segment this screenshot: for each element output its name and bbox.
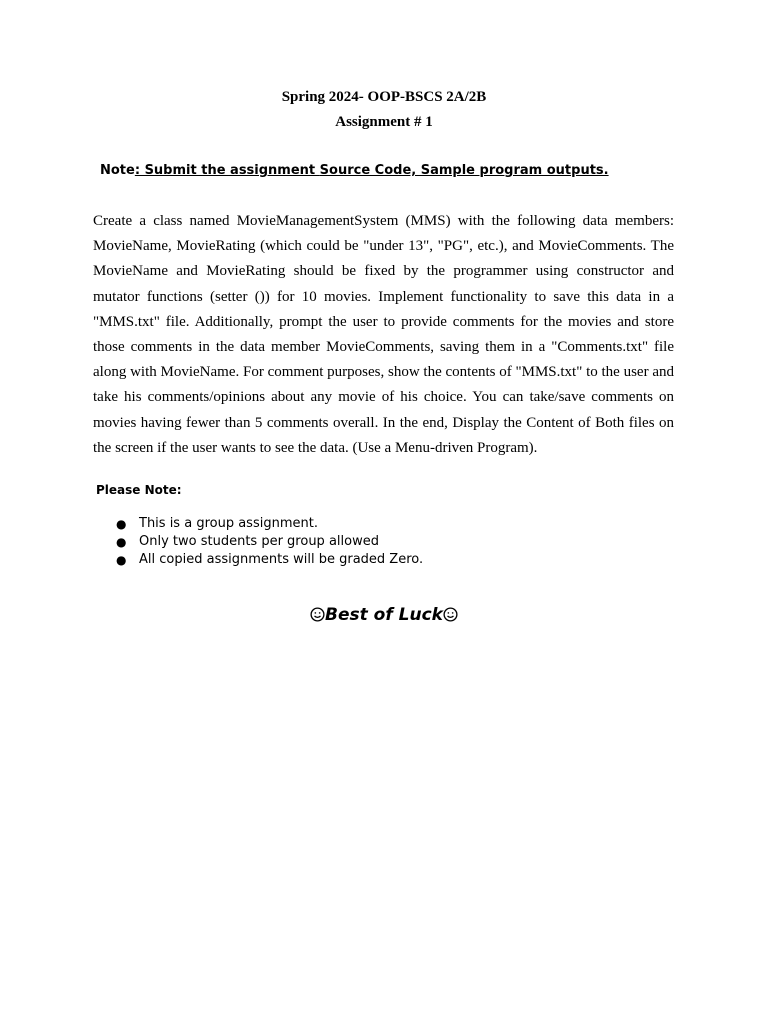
submission-note bbox=[100, 162, 609, 179]
list-item-text: This is a group assignment. bbox=[139, 516, 318, 531]
assignment-title: Assignment # 1 bbox=[335, 114, 433, 130]
list-item bbox=[0, 515, 423, 533]
bullet-icon: ● bbox=[116, 553, 127, 567]
please-note-list bbox=[0, 515, 423, 569]
list-item-text: Only two students per group allowed bbox=[139, 534, 379, 549]
assignment-description: Create a class named MovieManagementSystem (MMS) with the following data members: MovieName, MovieRating (which could be "under 13", "PG", etc.), and MovieComments. The MovieName and MovieRating should be fixed by the programmer using constructor and mutator functions (setter ()) for 10 movies. Implement functionality to save this data in a "MMS.txt" file. Additionally, prompt the user to provide comments for the movies and store those comments in the data member MovieComments, saving them in a "Comments.txt" file along with MovieName. For comment purposes, show the contents of "MMS.txt" to the user and take his comments/opinions about any movie of his choice. You can take/save comments on movies having fewer than 5 comments overall. In the end, Display the Content of Both files on the screen if the user wants to see the data. (Use a Menu-driven Program). bbox=[93, 213, 674, 456]
note-submit-text: : Submit the assignment bbox=[134, 163, 320, 178]
list-item bbox=[0, 533, 423, 551]
course-title: Spring 2024- OOP-BSCS 2A/2B bbox=[281, 89, 487, 105]
note-deliverables: Source Code, Sample program outputs. bbox=[319, 163, 609, 178]
note-label: Note bbox=[100, 163, 135, 178]
smiley-icon bbox=[443, 607, 458, 622]
smiley-icon bbox=[310, 607, 325, 622]
closing-text: Best of Luck bbox=[325, 605, 443, 625]
bullet-icon: ● bbox=[116, 517, 127, 531]
closing-message bbox=[0, 603, 768, 627]
list-item bbox=[0, 551, 423, 569]
please-note-heading: Please Note: bbox=[96, 483, 182, 497]
list-item-text: All copied assignments will be graded Zero. bbox=[139, 552, 424, 567]
bullet-icon: ● bbox=[116, 535, 127, 549]
